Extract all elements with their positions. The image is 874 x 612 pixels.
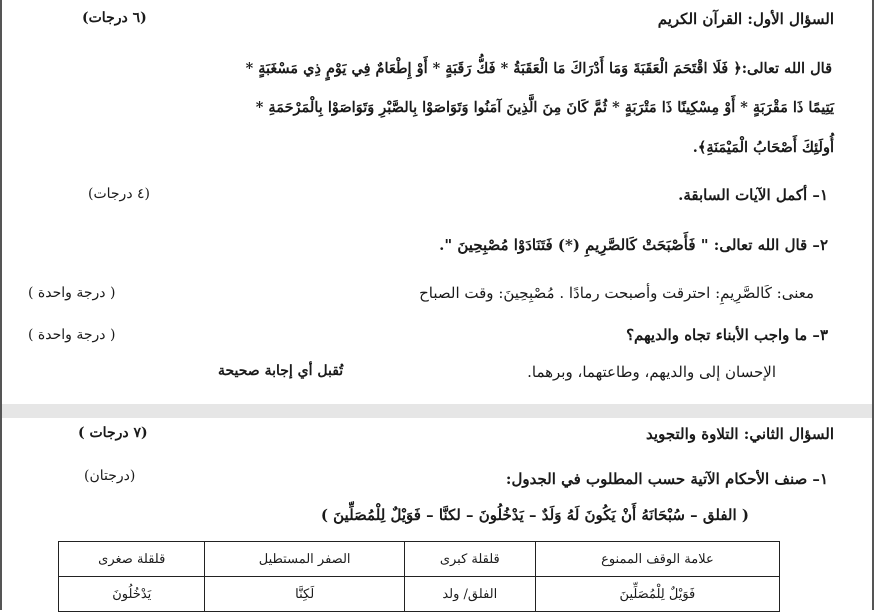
q2-title: السؤال الثاني: التلاوة والتجويد — [646, 425, 834, 443]
classification-table — [58, 541, 780, 612]
table-header-cell: قلقلة كبرى — [404, 542, 535, 577]
q1-verse-line3: أُولَئِكَ أَصْحَابُ الْمَيْمَنَةِ﴾. — [692, 139, 834, 156]
table-row — [59, 577, 780, 612]
q2-item1: ١– صنف الأحكام الآتية حسب المطلوب في الجدول: — [505, 470, 828, 488]
q1-marks: (٦ درجات) — [82, 10, 147, 26]
q1-title: السؤال الأول: القرآن الكريم — [657, 10, 834, 28]
q1-item2-marks: ( درجة واحدة ) — [28, 285, 116, 301]
table-answer-cell: فَوَيْلٌ لِلْمُصَلِّينَ — [535, 577, 779, 612]
table-header-cell: علامة الوقف الممنوع — [535, 542, 779, 577]
q1-item2-answer: معنى: كَالصَّرِيمِ: احترقت وأصبحت رمادًا . مُصْبِحِينَ: وقت الصباح — [419, 284, 814, 302]
table-header-row — [59, 542, 780, 577]
q1-item3-answer: الإحسان إلى والديهم، وطاعتهما، وبرهما. — [527, 363, 776, 381]
table-answer-cell: الفلق/ ولد — [404, 577, 535, 612]
q1-item1-marks: (٤ درجات) — [88, 186, 151, 202]
table-header-cell: قلقلة صغرى — [59, 542, 205, 577]
table-header-cell: الصفر المستطيل — [205, 542, 404, 577]
q1-item3-note: تُقبل أي إجابة صحيحة — [218, 363, 344, 379]
q1-item3: ٣– ما واجب الأبناء تجاه والديهم؟ — [626, 326, 828, 344]
section-divider — [2, 404, 872, 418]
q1-item2: ٢– قال الله تعالى: " فَأَصْبَحَتْ كَالصَّرِيمِ (*) فَتَنَادَوْا مُصْبِحِينَ ". — [439, 236, 828, 254]
q1-verse-line2: يَتِيمًا ذَا مَقْرَبَةٍ * أَوْ مِسْكِينًا ذَا مَتْرَبَةٍ * ثُمَّ كَانَ مِنَ الَّذِينَ آمَنُوا وَتَوَاصَوْا بِالصَّبْرِ وَتَوَاصَوْا بِالْمَرْحَمَةِ * — [255, 99, 834, 116]
q1-item1: ١– أكمل الآيات السابقة. — [678, 186, 828, 204]
q2-word-list: ( الفلق – سُبْحَانَهُ أَنْ يَكُونَ لَهُ وَلَدٌ – يَدْخُلُونَ – لكنَّا – فَوَيْلٌ لِلْمُصَلِّينَ ) — [320, 506, 749, 524]
q1-item3-marks: ( درجة واحدة ) — [28, 327, 116, 343]
page-border-left — [0, 0, 2, 610]
q2-marks: (٧ درجات ) — [78, 425, 148, 441]
table-answer-cell: لَكِنَّا — [205, 577, 404, 612]
q2-item1-marks: (درجتان) — [84, 468, 136, 484]
table-answer-cell: يَدْخُلُونَ — [59, 577, 205, 612]
q1-verse-line1: قال الله تعالى:﴿ فَلَا اقْتَحَمَ الْعَقَبَةَ وَمَا أَدْرَاكَ مَا الْعَقَبَةُ * فَكُّ رَقَبَةٍ * أَوْ إِطْعَامٌ فِي يَوْمٍ ذِي مَسْغَبَةٍ * — [245, 60, 832, 77]
